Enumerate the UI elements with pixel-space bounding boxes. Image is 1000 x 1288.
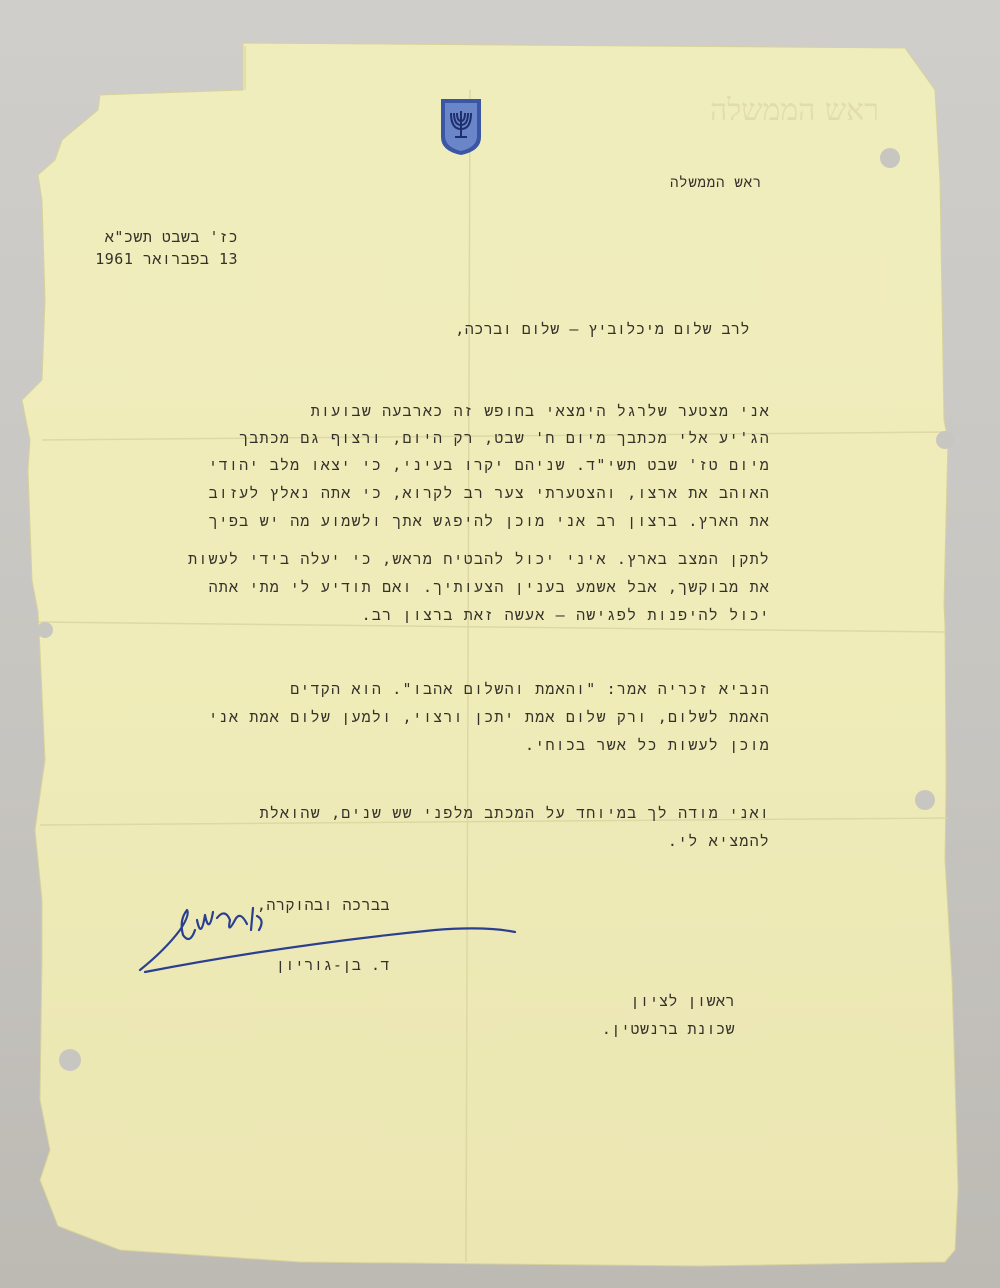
office-title: ראש הממשלה (669, 175, 762, 191)
salutation: לרב שלום מיכלוביץ – שלום וברכה, (455, 320, 750, 338)
svg-text:ראש הממשלה: ראש הממשלה (710, 93, 879, 128)
hebrew-date: כז' בשבט תשכ"א (104, 228, 238, 246)
body-line: את הארץ. ברצון רב אני מוכן להיפגש אתך ולשמוע מה יש בפיך (208, 512, 770, 530)
body-line: יכול להיפנות לפגישה – אעשה זאת ברצון רב. (361, 606, 770, 624)
menorah-emblem-icon (438, 97, 484, 157)
body-line: הג'יע אלי מכתבך מיום ח' שבט, רק היום, ורצוף גם מכתבך (239, 429, 770, 447)
body-line: ואני מודה לך במיוחד על המכתב מלפני שש שנים, שהואלת (259, 804, 770, 822)
body-line: אני מצטער שלרגל הימצאי בחופש זה כארבעה שבועות (310, 402, 770, 420)
body-line: מוכן לעשות כל אשר בכוחי. (525, 736, 770, 754)
signatory-name: ד. בן-גוריון (275, 956, 390, 974)
body-line: האמת לשלום, ורק שלום אמת יתכן ורצוי, ולמען שלום אמת אני (208, 708, 770, 726)
body-line: את מבוקשך, אבל אשמע בענין הצעותיך. ואם תודיע לי מתי אתה (208, 578, 770, 596)
body-line: האוהב את ארצו, והצטערתי צער רב לקרוא, כי אתה נאלץ לעזוב (208, 484, 770, 502)
address-line-1: ראשון לציון (630, 992, 735, 1010)
body-line: לתקן המצב בארץ. איני יכול להבטיח מראש, כי יעלה בידי לעשות (188, 550, 770, 568)
address-line-2: שכונת ברנשטין. (601, 1020, 735, 1038)
body-line: הנביא זכריה אמר: "והאמת והשלום אהבו". הוא הקדים (290, 680, 770, 698)
closing-regards: בברכה ובהוקרה, (256, 896, 390, 914)
gregorian-date: 13 בפברואר 1961 (95, 250, 238, 268)
body-line: להמציא לי. (667, 832, 770, 850)
body-line: מיום טז' שבט תשי"ד. שניהם יקרו בעיני, כי יצאו מלב יהודי (208, 456, 770, 474)
